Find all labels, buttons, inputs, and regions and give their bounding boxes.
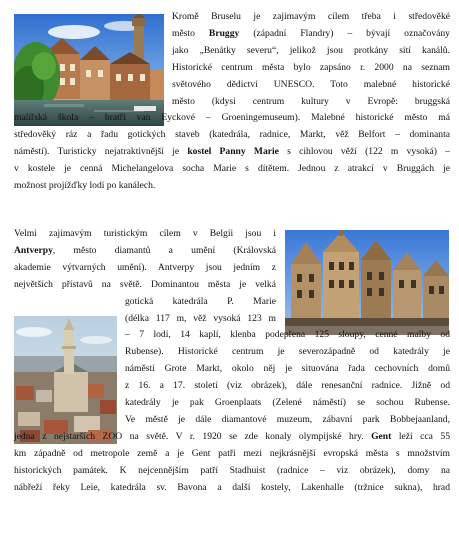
- antverpy-line: jedna z nejstarších ZOO na světě. V r. 1920 se zde konaly olympijské hry. Gent leží cca 55: [14, 430, 450, 442]
- antverpy-paragraph: [14, 226, 450, 497]
- bruggy-line: město (kdysi centrum kultury v Evropě: bruggská: [172, 95, 450, 107]
- antverpy-line: největších přístavů na světě. Dominantou města je velká: [14, 278, 276, 290]
- antverpy-line: Velmi zajímavým turistickým cílem v Belgii jsou i: [14, 228, 276, 239]
- antverpy-line: (délka 117 m, věž vysoká 123 m: [125, 312, 276, 324]
- bruggy-paragraph: [14, 9, 450, 195]
- bruggy-line: město Bruggy (západní Flandry) – bývají označovány: [172, 27, 450, 39]
- antverpy-line: nábřeží řeky Leie, katedrála sv. Bavona a další kostely, Lakenhalle (tržnice sukna), hrad: [14, 481, 450, 493]
- antverpy-line: akademie výtvarných umění). Antverpy jsou jedním z: [14, 261, 276, 273]
- antverpy-line: Ve městě je dále diamantové muzeum, zábavní park Bobbejaanland,: [125, 413, 450, 425]
- bruggy-line: Kromě Bruselu je zajímavým cílem třeba i středověké: [172, 11, 450, 22]
- bruggy-line: v kostele je cenná Michelangelova socha Marie s dítětem. Jednou z atrakcí v Bruggách je: [14, 163, 450, 175]
- bruggy-bold: Bruggy: [208, 27, 240, 39]
- bruggy-line: středověký ráz a řadu gotických staveb (katedrála, radnice, Markt, věž Belfort – dominanta: [14, 129, 450, 141]
- antverpy-line: km západně od metropole země a je Gent patří mezi nejkrásnější evropská města s množstvím: [14, 447, 450, 459]
- bruggy-line: jako „Benátky severu“, jelikož jsou protkány sítí kanálů.: [172, 44, 450, 56]
- bruggy-line: možnost projížďky lodí po kanálech.: [14, 180, 156, 192]
- antverpy-line: Antverpy, město diamantů a umění (Královská: [14, 244, 276, 256]
- antverpy-line: z 16. a 17. století (viz obrázek), dále renesanční radnice. Jižně od: [125, 380, 450, 392]
- bruggy-line: Historické centrum města bylo zapsáno r. 2000 na seznam: [172, 61, 450, 73]
- antverpy-line: historických památek. K nejcennějším patří Stadhuist (radnice – viz obrázek), domy na: [14, 464, 450, 476]
- antverpy-line: katedrály je pak Groenplaats (Zelené náměstí) se sochou Rubense.: [125, 397, 450, 409]
- gent-bold: Gent: [371, 430, 392, 442]
- antverpy-line: náměstí Grote Markt, okolo něj je situována řada cechovních domů: [125, 363, 450, 375]
- panny-marie-bold: kostel Panny Marie: [187, 146, 279, 158]
- antverpy-bold: Antverpy: [14, 244, 53, 256]
- antverpy-line: gotická katedrála P. Marie: [125, 295, 276, 307]
- antverpy-line: – 7 lodí, 14 kaplí, klenba podepřena 125 sloupy, cenné malby od: [125, 329, 450, 341]
- antverpy-line: Rubense). Historické centrum je severozápadně od katedrály je: [125, 346, 450, 358]
- bruggy-line: náměstí). Turisticky nejatraktivnější je kostel Panny Marie s cihlovou věží (122 m vysoká) –: [14, 146, 450, 158]
- bruggy-line: světového dědictví UNESCO. Toto malebné historické: [172, 78, 450, 90]
- bruggy-line: malířská škola – bratři van Eyckové – Groeningemuseum). Malebné historické město má: [14, 112, 450, 124]
